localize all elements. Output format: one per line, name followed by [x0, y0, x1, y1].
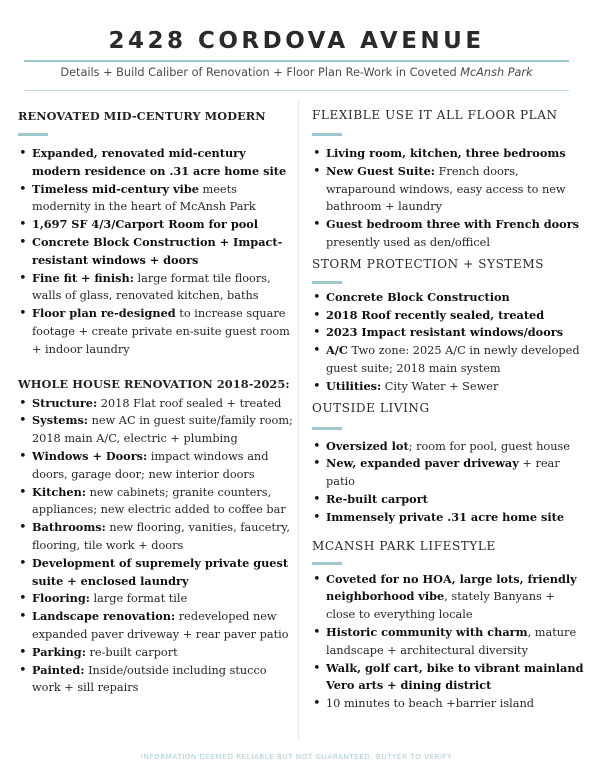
list-item-text: Two zone: 2025 A/C in newly developed guest suite; 2018 main system: [326, 344, 580, 375]
list-item: [312, 145, 584, 163]
list-item: [312, 342, 584, 378]
list-renovated: [18, 145, 296, 359]
section-title-renovated: RENOVATED MID-CENTURY MODERN: [18, 109, 266, 123]
list-item-text: impact windows and doors, garage door; new interior doors: [32, 449, 269, 481]
list-item-text: , stately Banyans + close to everything locale: [326, 590, 555, 622]
list-item-lead: Re-built carport: [326, 491, 428, 506]
list-item-lead: Guest bedroom three with French doors: [326, 217, 580, 232]
list-outside: [312, 438, 584, 527]
section-whole-house: [18, 377, 296, 698]
list-item-lead: Kitchen:: [32, 484, 86, 499]
section-lifestyle: [312, 539, 584, 713]
page-subtitle: [0, 66, 593, 79]
list-item: [312, 660, 584, 696]
list-item: [312, 455, 584, 491]
list-item-lead: Coveted for no HOA, large lots, friendly neighborhood vibe: [326, 571, 577, 604]
list-item: [312, 163, 584, 216]
list-item: [312, 491, 584, 509]
list-item: [312, 378, 584, 396]
subtitle-text: Details + Build Caliber of Renovation + Floor Plan Re-Work in Coveted: [60, 66, 461, 79]
list-item: [312, 438, 584, 456]
right-column: [312, 100, 584, 713]
list-item: [312, 216, 584, 252]
list-item-lead: A/C: [326, 343, 348, 358]
list-storm: [312, 289, 584, 396]
list-item-text: 2018 Flat roof sealed + treated: [97, 396, 282, 410]
list-item-lead: New Guest Suite:: [326, 163, 435, 178]
list-item: [18, 395, 296, 413]
list-item: [18, 216, 296, 234]
list-item-lead: Oversized lot: [326, 438, 409, 453]
list-item: [312, 324, 584, 342]
list-item: [312, 307, 584, 325]
list-item-text: new AC in guest suite/family room; 2018 main A/C, electric + plumbing: [32, 414, 293, 446]
section-accent: [312, 562, 342, 565]
list-item-lead: Historic community with charm: [326, 624, 528, 639]
section-title-whole-house: WHOLE HOUSE RENOVATION 2018-2025:: [18, 376, 290, 391]
list-item-text: re-built carport: [85, 645, 178, 659]
list-item-lead: Concrete Block Construction: [326, 289, 510, 304]
list-item: [18, 412, 296, 448]
list-item-text: large format tile floors, walls of glass, renovated kitchen, baths: [32, 271, 271, 303]
list-item-text: redeveloped new expanded paver driveway + rear paver patio: [32, 610, 289, 641]
list-item-lead: 2018 Roof recently sealed, treated: [326, 307, 545, 322]
list-flexible: [312, 145, 584, 252]
list-item: [18, 145, 296, 181]
disclaimer-footer: INFORMATION DEEMED RELIABLE BUT NOT GUARANTEED. BUTYER TO VERIFY: [140, 752, 453, 761]
list-item-text: to increase square footage + create private en-suite guest room + indoor laundry: [32, 307, 290, 356]
list-item: [312, 289, 584, 307]
list-item: [312, 571, 584, 624]
header-rule-bottom: [24, 90, 569, 91]
list-item-text: large format tile: [89, 592, 188, 606]
header-rule-top: [24, 60, 569, 62]
left-column: [18, 100, 296, 697]
section-title-lifestyle: MCANSH PARK LIFESTYLE: [312, 538, 496, 553]
section-renovated: [18, 109, 296, 359]
list-item-lead: Timeless mid-century vibe: [32, 181, 199, 196]
list-item-lead: Windows + Doors:: [32, 448, 148, 463]
subtitle-neighborhood: McAnsh Park: [460, 66, 533, 79]
section-accent: [312, 281, 342, 284]
list-item-lead: Development of supremely private guest suite + enclosed laundry: [32, 555, 289, 588]
list-item-text: 10 minutes to beach +barrier island: [326, 697, 535, 711]
list-item-lead: Painted:: [32, 662, 85, 677]
section-flexible: [312, 108, 584, 252]
list-item-lead: Expanded, renovated mid-century modern residence on .31 acre home site: [32, 146, 287, 178]
list-item: [18, 181, 296, 217]
list-item-lead: Bathrooms:: [32, 520, 106, 535]
list-whole-house: [18, 395, 296, 698]
list-item: [312, 509, 584, 527]
section-title-storm: STORM PROTECTION + SYSTEMS: [312, 256, 545, 271]
list-item-lead: New, expanded paver driveway: [326, 456, 519, 471]
list-item-text: presently used as den/officel: [326, 235, 490, 249]
list-item-text: new cabinets; granite counters, appliances; new electric added to coffee bar: [32, 485, 286, 517]
list-item-lead: Walk, golf cart, bike to vibrant mainland Vero arts + dining district: [326, 660, 584, 693]
page-title: 2428 CORDOVA AVENUE: [108, 28, 485, 54]
list-item-lead: Floor plan re-designed: [32, 306, 176, 321]
list-item-lead: Landscape renovation:: [32, 609, 176, 624]
section-accent: [18, 133, 48, 136]
list-item-lead: Structure:: [32, 395, 98, 410]
list-item-text: French doors, wraparound windows, easy access to new bathroom + laundry: [326, 164, 566, 214]
list-item: [18, 662, 296, 698]
list-item-lead: Concrete Block Construction + Impact-resistant windows + doors: [32, 234, 283, 267]
list-item-text: ; room for pool, guest house: [408, 439, 570, 453]
list-item: [312, 695, 584, 713]
section-accent: [312, 427, 342, 430]
section-storm: [312, 257, 584, 396]
list-item: [312, 624, 584, 660]
list-item: [18, 484, 296, 520]
list-item: [18, 448, 296, 484]
list-item-lead: Systems:: [32, 413, 88, 428]
list-item-text: City Water + Sewer: [381, 379, 499, 393]
list-item-lead: 1,697 SF 4/3/Carport Room for pool: [32, 217, 259, 232]
section-outside: [312, 401, 584, 527]
list-item-lead: Immensely private .31 acre home site: [326, 509, 565, 524]
list-item: [18, 590, 296, 608]
list-item-lead: Fine fit + finish:: [32, 270, 134, 285]
list-item-lead: Utilities:: [326, 378, 382, 393]
list-item-text: + rear patio: [326, 457, 560, 489]
list-item: [18, 555, 296, 591]
list-item-text: new flooring, vanities, faucetry, flooring, tile work + doors: [32, 521, 290, 552]
list-item: [18, 608, 296, 644]
list-item-text: , mature landscape + architectural diversity: [326, 625, 577, 657]
list-item: [18, 234, 296, 270]
list-item-text: Inside/outside including stucco work + sill repairs: [32, 663, 267, 695]
list-item: [18, 305, 296, 358]
column-divider: [298, 100, 299, 740]
list-item: [18, 644, 296, 662]
section-title-outside: OUTSIDE LIVING: [312, 400, 430, 415]
list-item-lead: Parking:: [32, 644, 86, 659]
list-item: [18, 270, 296, 306]
list-item: [18, 519, 296, 555]
section-title-flexible: FLEXIBLE USE IT ALL FLOOR PLAN: [312, 108, 558, 122]
list-item-lead: Flooring:: [32, 591, 90, 606]
list-lifestyle: [312, 571, 584, 713]
section-accent: [312, 133, 342, 136]
list-item-lead: Living room, kitchen, three bedrooms: [326, 146, 566, 160]
list-item-lead: 2023 Impact resistant windows/doors: [326, 325, 564, 340]
list-item-text: meets modernity in the heart of McAnsh Park: [32, 182, 256, 214]
